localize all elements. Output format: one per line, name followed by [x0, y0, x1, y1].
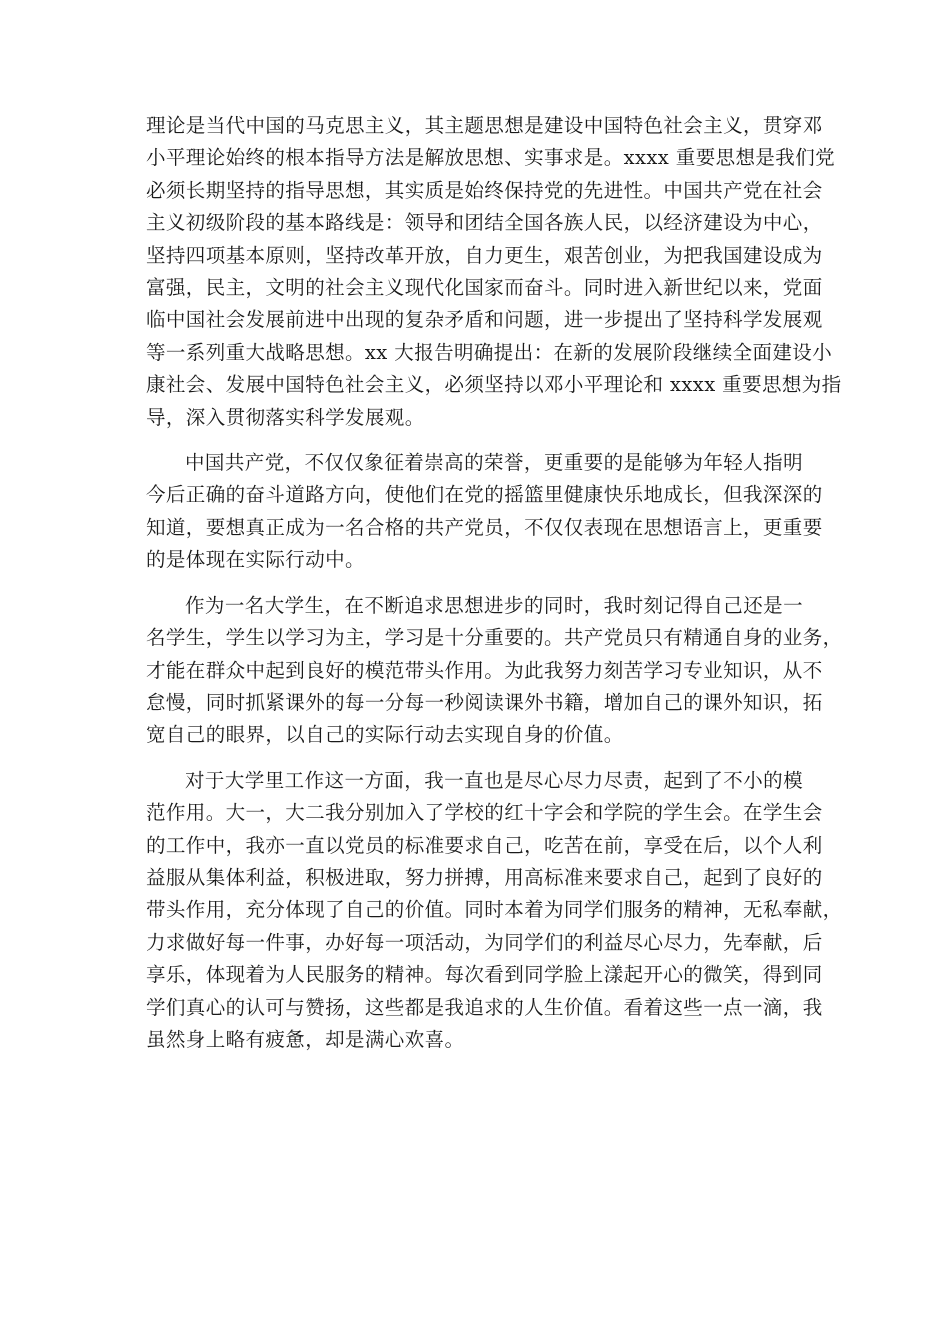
text-line: 对于大学里工作这一方面，我一直也是尽心尽力尽责，起到了不小的模 — [185, 768, 803, 792]
text-line: 导，深入贯彻落实科学发展观。 — [146, 405, 425, 429]
text-line: 怠慢，同时抓紧课外的每一分每一秒阅读课外书籍，增加自己的课外知识，拓 — [146, 690, 823, 714]
text-line: 必须长期坚持的指导思想，其实质是始终保持党的先进性。中国共产党在社会 — [146, 178, 823, 202]
text-line: 富强，民主，文明的社会主义现代化国家而奋斗。同时进入新世纪以来，党面 — [146, 276, 823, 300]
text-line: 益服从集体利益，积极进取，努力拼搏，用高标准来要求自己，起到了良好的 — [146, 865, 823, 889]
text-line: 康社会、发展中国特色社会主义，必须坚持以邓小平理论和 xxxx 重要思想为指 — [146, 373, 842, 397]
text-line: 等一系列重大战略思想。xx 大报告明确提出：在新的发展阶段继续全面建设小 — [146, 340, 833, 364]
text-line: 临中国社会发展前进中出现的复杂矛盾和问题，进一步提出了坚持科学发展观 — [146, 308, 823, 332]
text-line: 名学生，学生以学习为主，学习是十分重要的。共产党员只有精通自身的业务， — [146, 626, 843, 650]
text-line: 小平理论始终的根本指导方法是解放思想、实事求是。xxxx 重要思想是我们党 — [146, 146, 835, 170]
text-line: 虽然身上略有疲惫，却是满心欢喜。 — [146, 1027, 465, 1051]
text-line: 坚持四项基本原则，坚持改革开放，自力更生，艰苦创业，为把我国建设成为 — [146, 243, 823, 267]
text-line: 的是体现在实际行动中。 — [146, 548, 365, 572]
document-body — [146, 110, 843, 1069]
paragraph-3 — [146, 590, 843, 752]
text-line: 主义初级阶段的基本路线是：领导和团结全国各族人民，以经济建设为中心， — [146, 211, 823, 235]
text-line: 中国共产党，不仅仅象征着崇高的荣誉，更重要的是能够为年轻人指明 — [185, 451, 803, 475]
text-line: 学们真心的认可与赞扬，这些都是我追求的人生价值。看着这些一点一滴，我 — [146, 995, 823, 1019]
text-line: 力求做好每一件事，办好每一项活动，为同学们的利益尽心尽力，先奉献，后 — [146, 930, 823, 954]
text-line: 作为一名大学生，在不断追求思想进步的同时，我时刻记得自己还是一 — [185, 593, 803, 617]
text-line: 宽自己的眼界，以自己的实际行动去实现自身的价值。 — [146, 723, 624, 747]
text-line: 理论是当代中国的马克思主义，其主题思想是建设中国特色社会主义，贯穿邓 — [146, 114, 823, 137]
text-line: 才能在群众中起到良好的模范带头作用。为此我努力刻苦学习专业知识，从不 — [146, 658, 823, 682]
text-line: 的工作中，我亦一直以党员的标准要求自己，吃苦在前，享受在后，以个人利 — [146, 833, 823, 857]
text-line: 带头作用，充分体现了自己的价值。同时本着为同学们服务的精神，无私奉献， — [146, 898, 843, 922]
paragraph-2 — [146, 447, 823, 577]
text-line: 享乐，体现着为人民服务的精神。每次看到同学脸上漾起开心的微笑，得到同 — [146, 963, 823, 987]
paragraph-1 — [146, 110, 842, 434]
paragraph-4 — [146, 765, 843, 1057]
text-line: 知道，要想真正成为一名合格的共产党员，不仅仅表现在思想语言上，更重要 — [146, 515, 823, 539]
text-line: 范作用。大一，大二我分别加入了学校的红十字会和学院的学生会。在学生会 — [146, 801, 823, 825]
text-line: 今后正确的奋斗道路方向，使他们在党的摇篮里健康快乐地成长，但我深深的 — [146, 483, 823, 507]
